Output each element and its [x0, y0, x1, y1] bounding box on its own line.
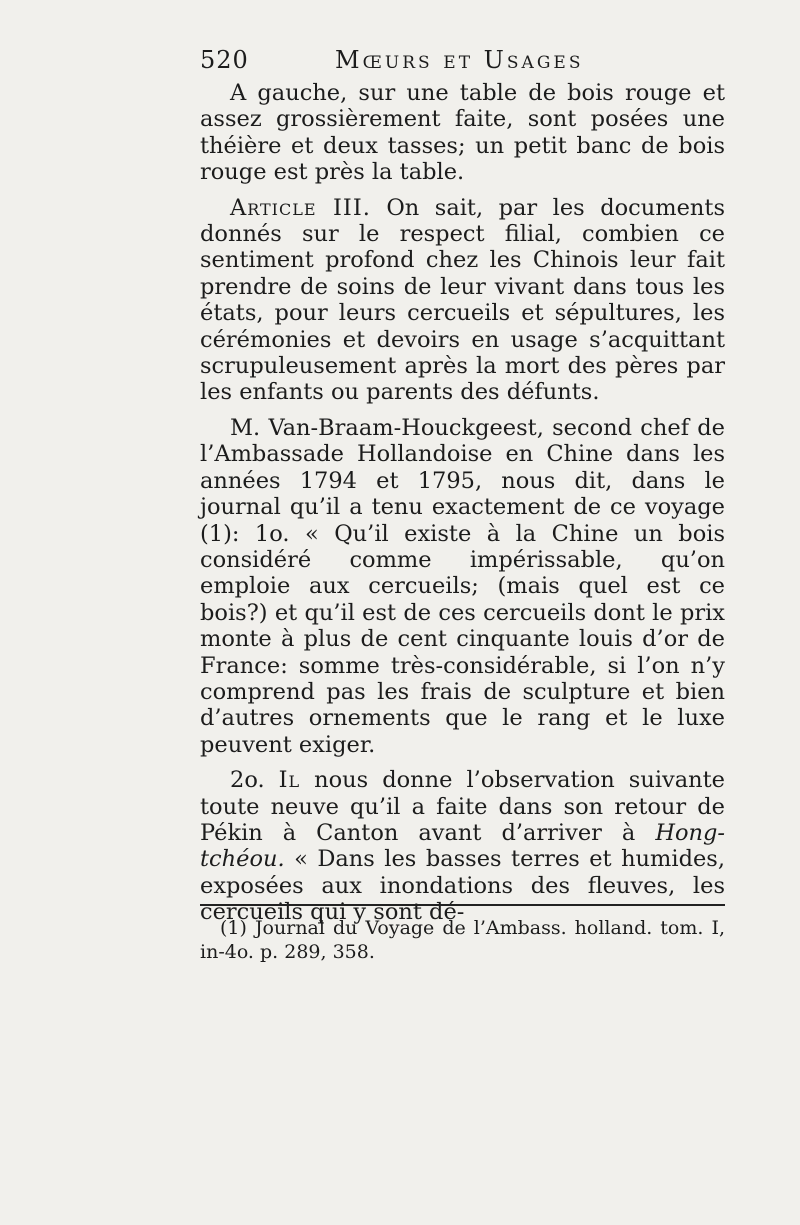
footnote-text: (1) Journal du Voyage de l’Ambass. holland. tom. I, in-4o. p. 289, 358. — [200, 917, 725, 963]
lead-word: Il — [278, 767, 301, 794]
body-text — [200, 80, 725, 926]
place-name: Hong-tchéou. — [200, 819, 725, 873]
running-title: Mœurs et Usages — [335, 46, 584, 74]
paragraph-observation — [200, 767, 725, 925]
paragraph-text: « Dans les basses terres et humides, exposées aux inondations des fleuves, les cercueils qui y sont dé- — [200, 846, 725, 926]
footnote-rule — [200, 904, 725, 906]
paragraph-article — [200, 195, 725, 406]
footnote — [200, 916, 725, 964]
item-number: 2o. — [230, 767, 279, 794]
paragraph: M. Van-Braam-Houckgeest, second chef de l’Ambassade Hollandoise en Chine dans les années 1794 et 1795, nous dit, dans le journal qu’il a tenu exactement de ce voyage (1): 1o. « Qu’il existe à la Chine un bois considéré comme impérissable, qu’on emploie aux cercueils; (mais quel est ce bois?) et qu’il est de ces cercueils dont le prix monte à plus de cent cinquante louis d’or de France: somme très-considérable, si l’on n’y comprend pas les frais de sculpture et bien d’autres ornements que le rang et le luxe peuvent exiger. — [200, 414, 725, 758]
page-number: 520 — [200, 46, 249, 74]
page-header — [200, 46, 725, 78]
article-heading: Article III. — [230, 194, 371, 221]
paragraph-text: On sait, par les documents donnés sur le respect filial, combien ce sentiment profond chez les Chinois leur fait prendre de soins de leur vivant dans tous les états, pour leurs cercueils et sépultures, les cérémonies et devoirs en usage s’acquittant scrupuleusement après la mort des pères par les enfants ou parents des défunts. — [200, 194, 725, 406]
paragraph: A gauche, sur une table de bois rouge et assez grossièrement faite, sont posées une théière et deux tasses; un petit banc de bois rouge est près la table. — [200, 80, 725, 186]
paragraph-text: nous donne l’observation suivante toute neuve qu’il a faite dans son retour de Pékin à Canton avant d’arriver à — [200, 767, 725, 846]
